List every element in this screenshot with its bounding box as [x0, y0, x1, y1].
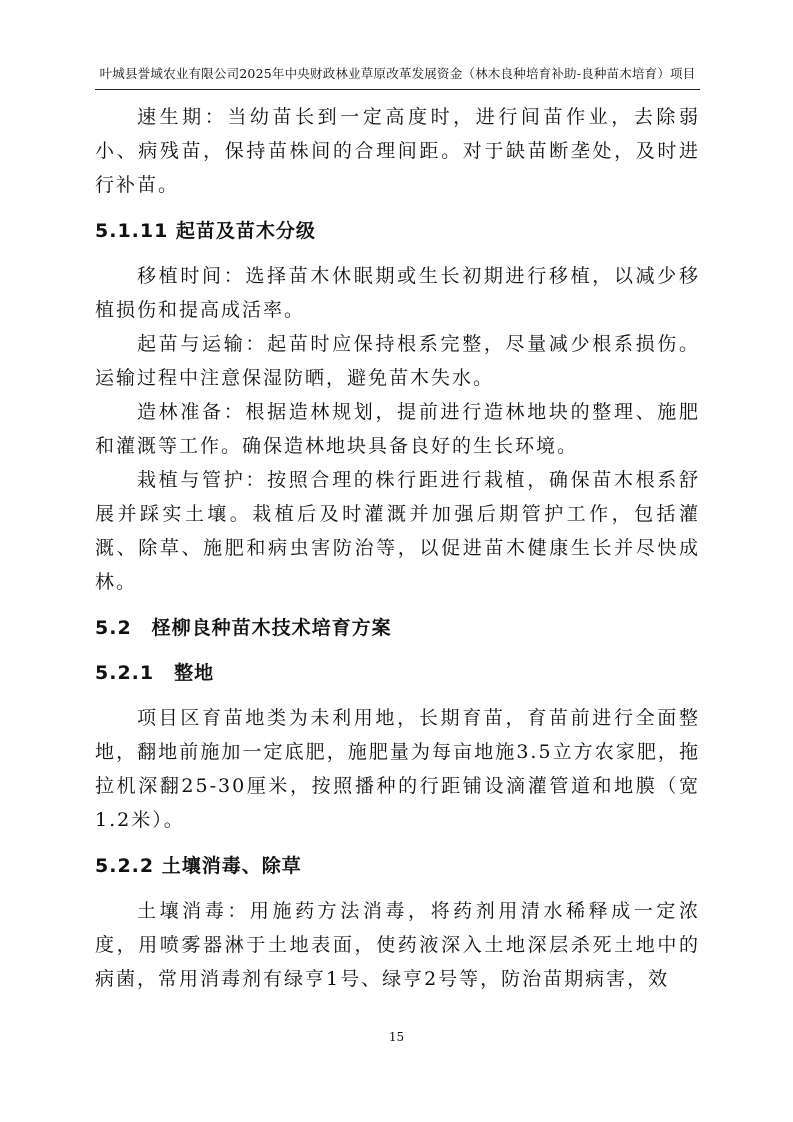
section-heading-5-2: 5.2 柽柳良种苗木技术培育方案: [95, 617, 392, 639]
paragraph-fast-growth: 速生期：当幼苗长到一定高度时，进行间苗作业，去除弱小、病残苗，保持苗株间的合理间距。对于缺苗断垄处，及时进行补苗。: [95, 106, 700, 196]
page-body: [95, 100, 700, 996]
section-heading-5-1-11: 5.1.11 起苗及苗木分级: [95, 220, 316, 242]
paragraph-land-preparation: 项目区育苗地类为未利用地，长期育苗，育苗前进行全面整地，翻地前施加一定底肥，施肥量为每亩地施3.5立方农家肥，拖拉机深翻25-30厘米，按照播种的行距铺设滴灌管道和地膜（宽1.2米）。: [95, 707, 700, 831]
paragraph-soil-disinfection: 土壤消毒：用施药方法消毒，将药剂用清水稀释成一定浓度，用喷雾器淋于土地表面，使药液深入土地深层杀死土地中的病菌，常用消毒剂有绿亨1号、绿亨2号等，防治苗期病害，效: [95, 900, 700, 990]
paragraph-transplant-time: 移植时间：选择苗木休眠期或生长初期进行移植，以减少移植损伤和提高成活率。: [95, 265, 700, 321]
page-header: 叶城县誉域农业有限公司2025年中央财政林业草原改革发展资金（林木良种培育补助-良种苗木培育）项目: [99, 66, 696, 81]
page-number: 15: [388, 1030, 405, 1044]
section-heading-5-2-2: 5.2.2 土壤消毒、除草: [95, 855, 302, 877]
paragraph-afforestation-prep: 造林准备：根据造林规划，提前进行造林地块的整理、施肥和灌溉等工作。确保造林地块具备良好的生长环境。: [95, 401, 700, 457]
paragraph-lifting-transport: 起苗与运输：起苗时应保持根系完整，尽量减少根系损伤。运输过程中注意保湿防晒，避免苗木失水。: [95, 333, 700, 389]
paragraph-planting-care: 栽植与管护：按照合理的株行距进行栽植，确保苗木根系舒展并踩实土壤。栽植后及时灌溉并加强后期管护工作，包括灌溉、除草、施肥和病虫害防治等，以促进苗木健康生长并尽快成林。: [95, 469, 700, 593]
header-divider: [95, 89, 700, 90]
section-heading-5-2-1: 5.2.1 整地: [95, 662, 215, 684]
